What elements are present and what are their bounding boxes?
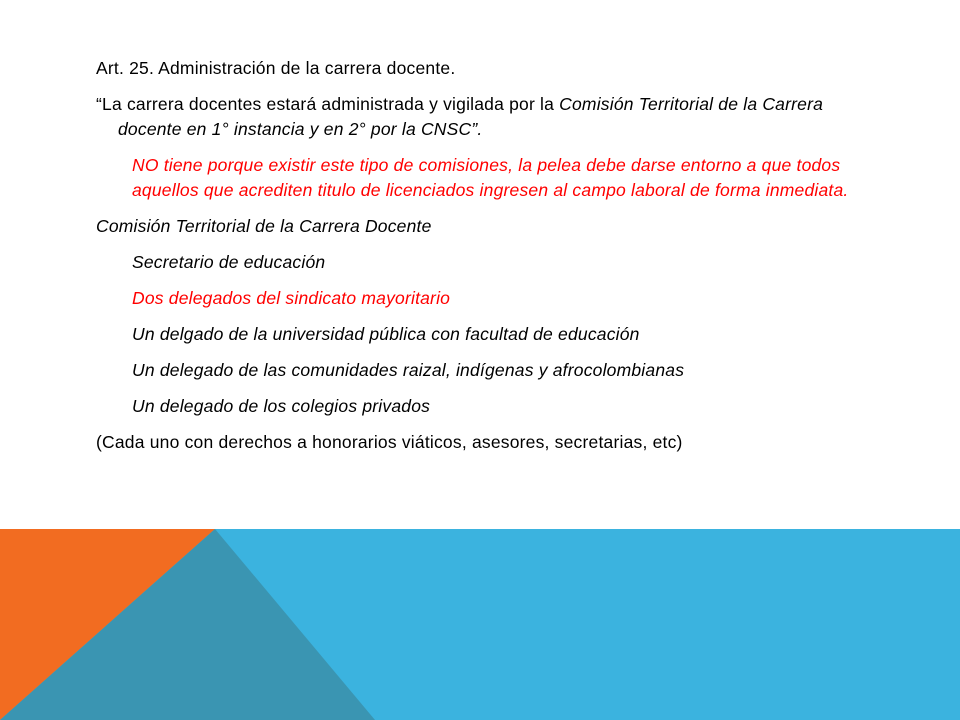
member-item: Dos delegados del sindicato mayoritario <box>132 288 451 308</box>
footnote: (Cada uno con derechos a honorarios viáticos, asesores, secretarias, etc) <box>96 432 683 452</box>
law-quote-text: “La carrera docentes estará administrada y vigilada por la <box>96 94 560 114</box>
article-heading: Art. 25. Administración de la carrera docente. <box>96 58 456 78</box>
member-item: Un delegado de las comunidades raizal, indígenas y afrocolombianas <box>132 360 685 380</box>
slide-body <box>96 56 876 455</box>
member-item: Secretario de educación <box>132 252 326 272</box>
decorative-footer-shapes <box>0 529 960 720</box>
member-item: Un delgado de la universidad pública con facultad de educación <box>132 324 640 344</box>
law-quote <box>96 92 876 142</box>
critical-comment: NO tiene porque existir este tipo de comisiones, la pelea debe darse entorno a que todos aquellos que acrediten titulo de licenciados ingresen al campo laboral de forma inmediata. <box>132 155 849 200</box>
committee-heading: Comisión Territorial de la Carrera Docente <box>96 216 432 236</box>
member-item: Un delegado de los colegios privados <box>132 396 431 416</box>
law-quote-italic: Comisión Territorial de la Carrera docente en 1° instancia y en 2° por la CNSC”. <box>118 94 824 139</box>
